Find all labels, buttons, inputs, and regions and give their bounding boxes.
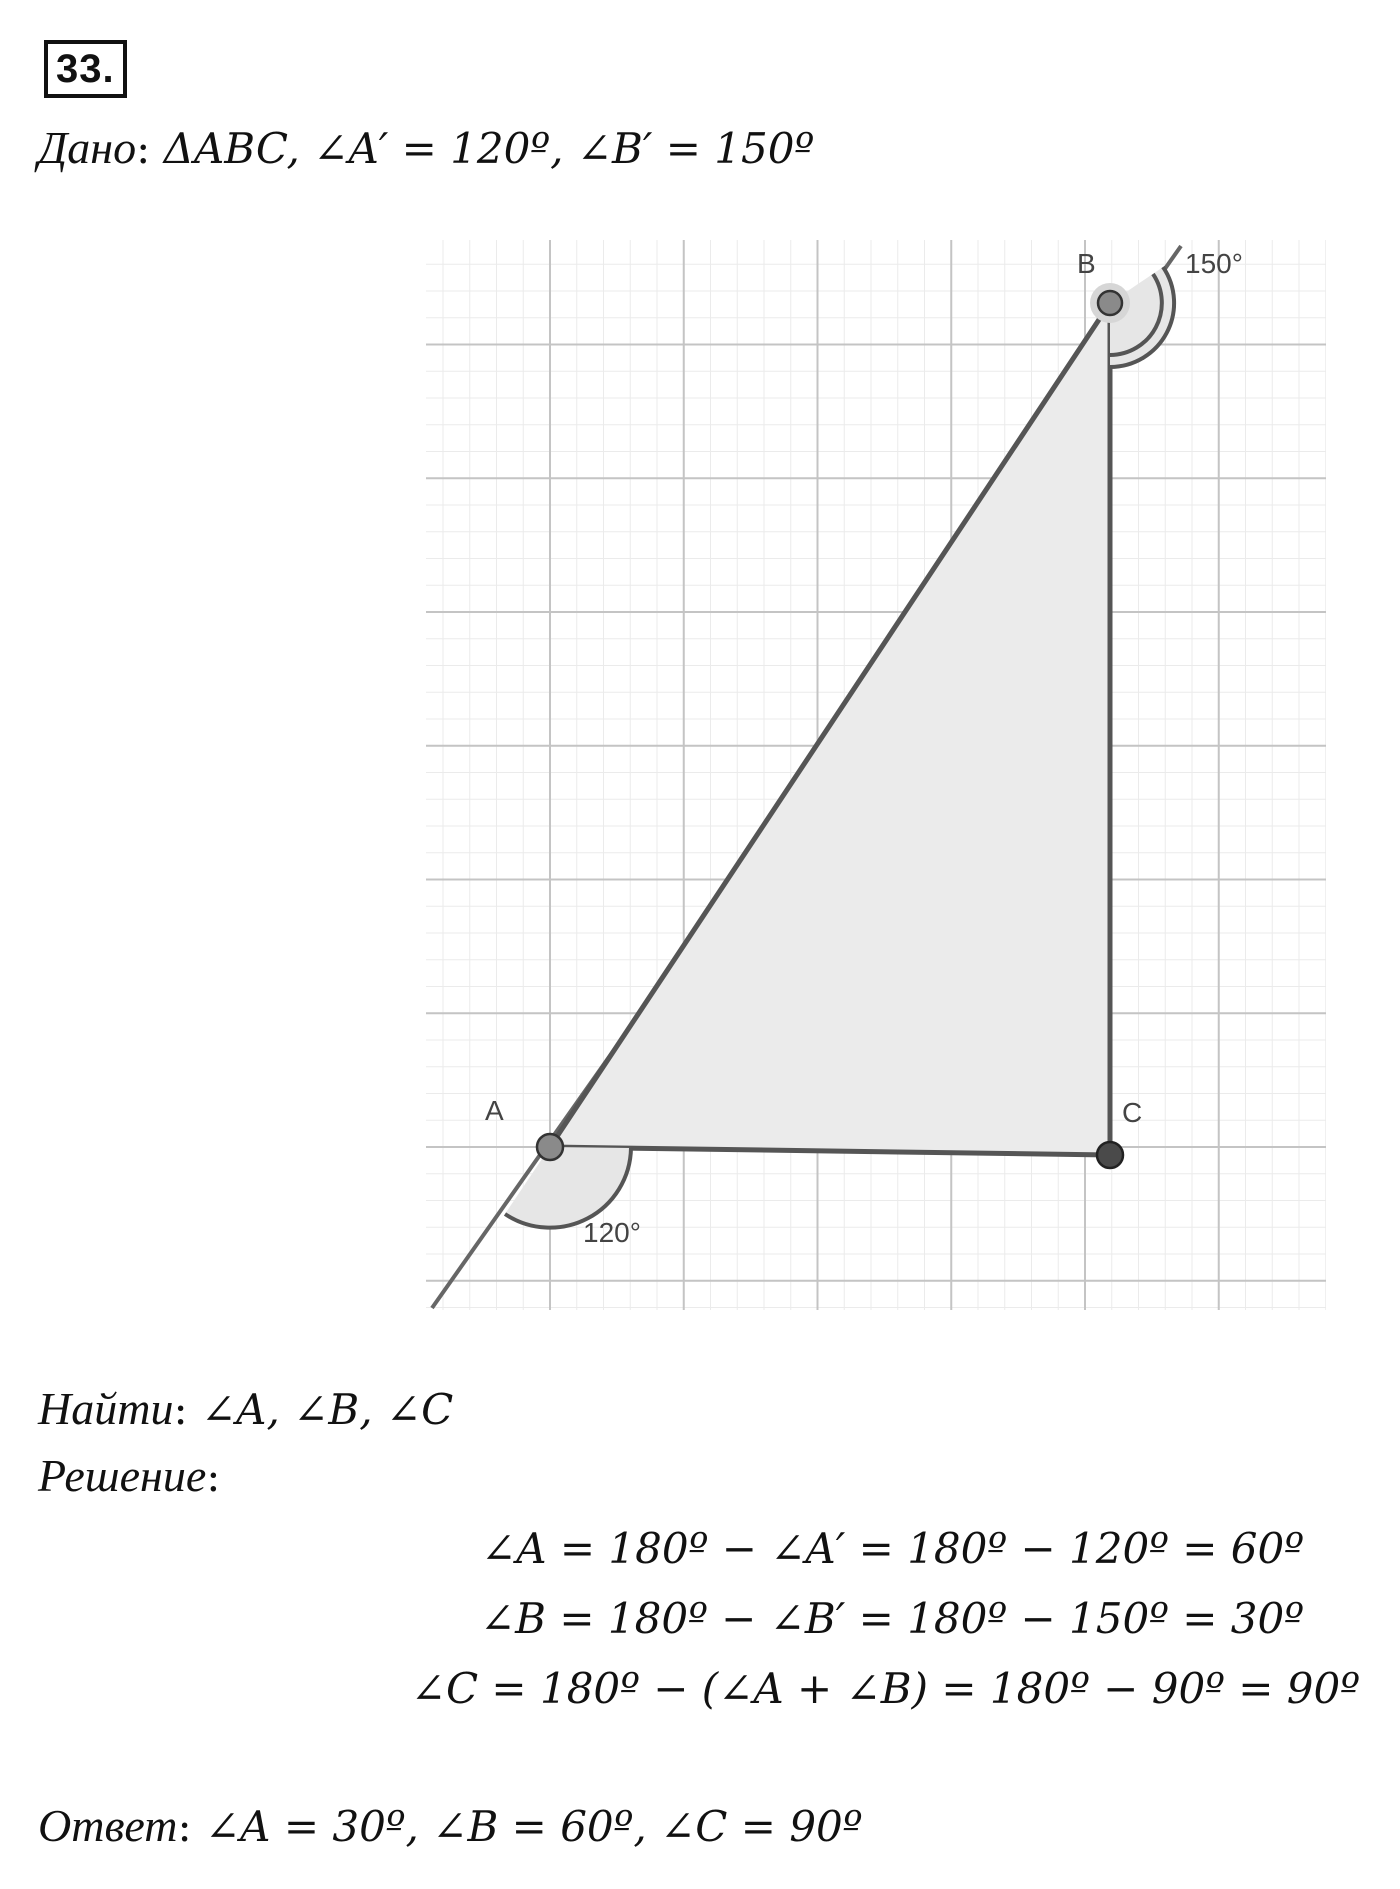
- point-c: [1097, 1142, 1123, 1168]
- solution-separator: :: [206, 1452, 221, 1501]
- label-c: C: [1122, 1097, 1143, 1128]
- triangle-diagram: [426, 240, 1326, 1310]
- equation-angle-b: ∠B = 180º − ∠B′ = 180º − 150º = 30º: [479, 1594, 1304, 1643]
- given-label: Дано: [38, 122, 137, 173]
- find-line: [38, 1383, 453, 1436]
- diagram-canvas: [426, 240, 1326, 1310]
- answer-separator: :: [177, 1802, 192, 1851]
- find-separator: :: [173, 1385, 188, 1434]
- answer-text: ∠A = 30º, ∠B = 60º, ∠C = 90º: [204, 1802, 863, 1851]
- angle-label-a: 120°: [583, 1217, 641, 1248]
- angle-label-b: 150°: [1185, 248, 1243, 279]
- equation-angle-a: ∠A = 180º − ∠A′ = 180º − 120º = 60º: [481, 1524, 1304, 1573]
- problem-number: 33.: [44, 40, 127, 98]
- answer-line: [38, 1800, 863, 1853]
- answer-label: Ответ: [38, 1800, 178, 1851]
- solution-label: Решение: [38, 1450, 207, 1501]
- given-separator: :: [136, 124, 151, 173]
- given-text: ΔABC, ∠A′ = 120º, ∠B′ = 150º: [163, 124, 815, 173]
- find-label: Найти: [38, 1383, 174, 1434]
- angle-a-fill: [505, 1147, 631, 1228]
- label-a: A: [485, 1095, 504, 1126]
- equation-angle-c: ∠C = 180º − (∠A + ∠B) = 180º − 90º = 90º: [410, 1664, 1360, 1713]
- given-line: [38, 122, 814, 175]
- find-text: ∠A, ∠B, ∠C: [200, 1385, 454, 1434]
- point-a: [537, 1134, 563, 1160]
- point-b: [1098, 291, 1122, 315]
- label-b: B: [1077, 248, 1096, 279]
- solution-heading: [38, 1450, 220, 1503]
